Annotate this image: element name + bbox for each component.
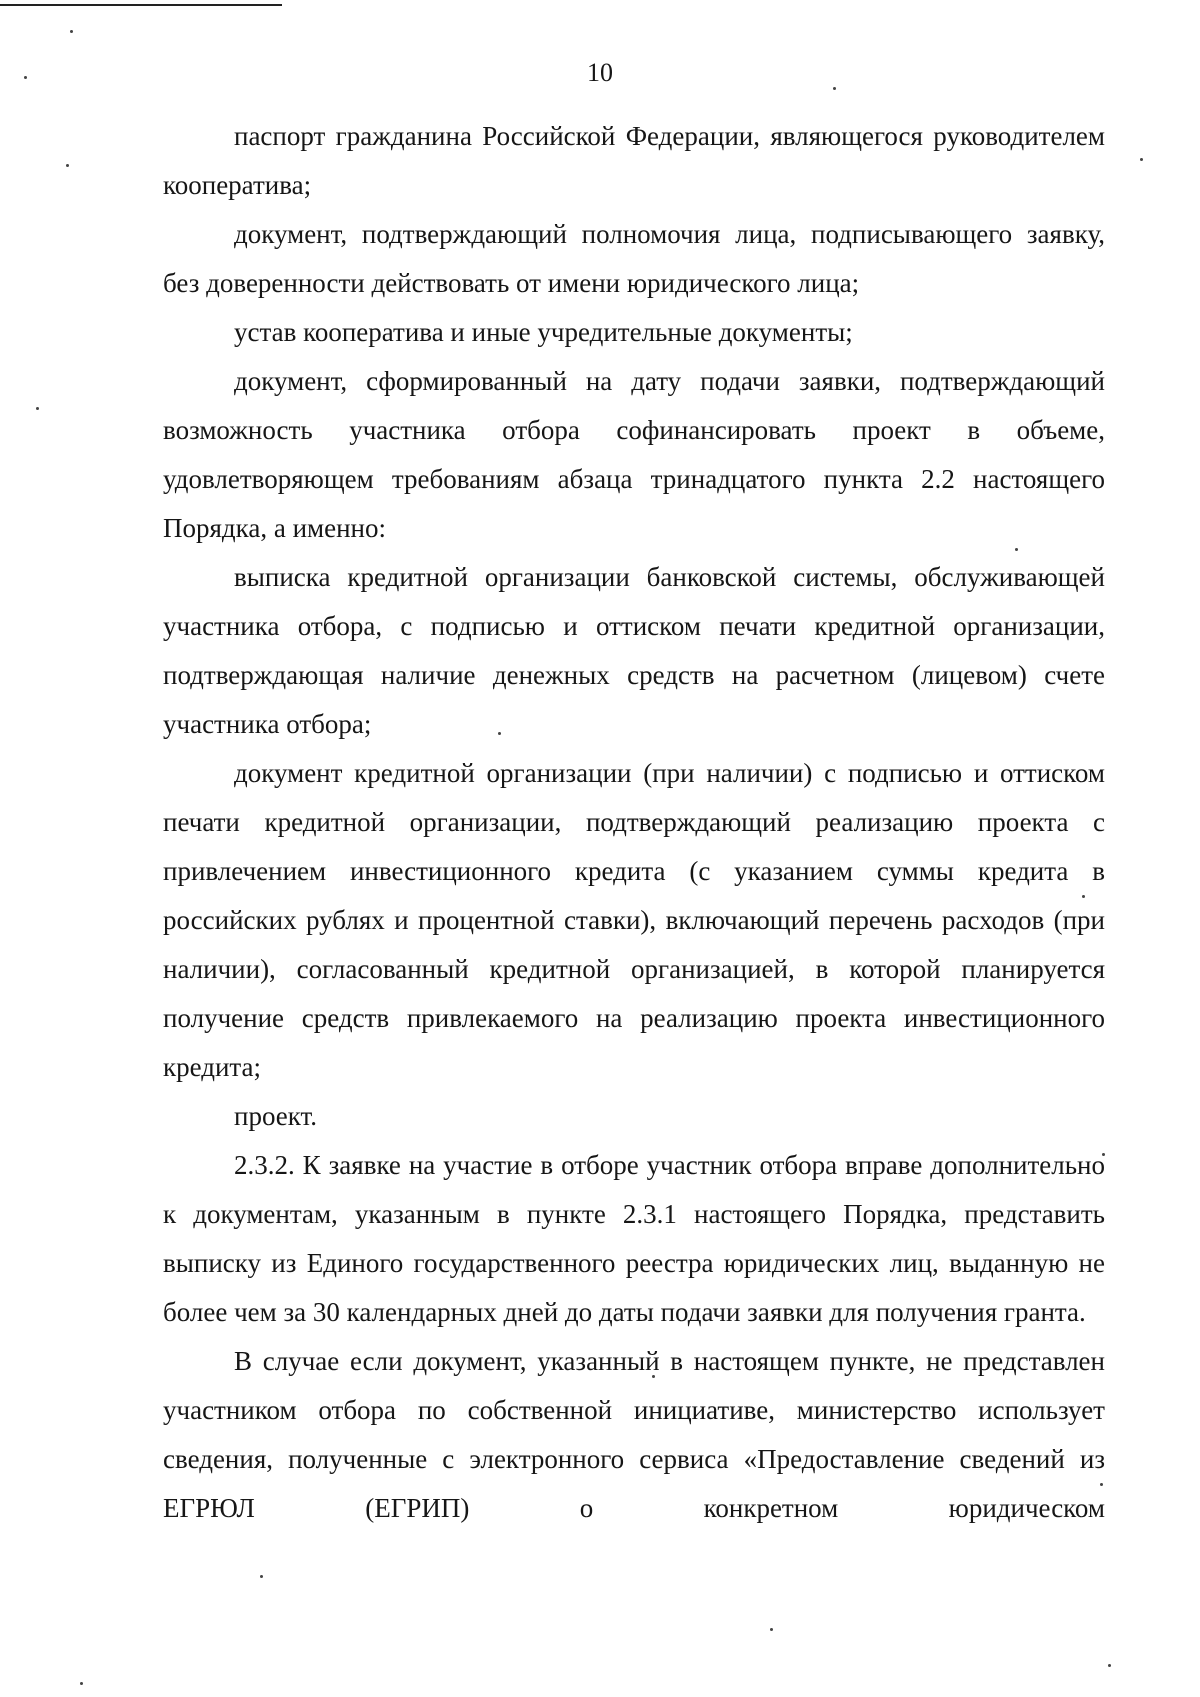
- paragraph-charter: устав кооператива и иные учредительные документы;: [234, 317, 853, 347]
- paragraph-credit-document: документ кредитной организации (при наличии) с подписью и оттиском печати кредитной организации, подтверждающий реализацию проекта с привлечением инвестиционного кредита (с указанием суммы кредита в российских рублях и процентной ставки), включающий перечень расходов (при наличии), согласованный кредитной организацией, в которой планируется получение средств привлекаемого на реализацию проекта инвестиционного кредита;: [163, 758, 1105, 1082]
- paragraph-section-2-3-2: 2.3.2. К заявке на участие в отборе участник отбора вправе дополнительно к документам, указанным в пункте 2.3.1 настоящего Порядка, представить выписку из Единого государственного реестра юридических лиц, выданную не более чем за 30 календарных дней до даты подачи заявки для получения гранта.: [163, 1150, 1105, 1327]
- paragraph-bank-statement: выписка кредитной организации банковской системы, обслуживающей участника отбора, с подписью и оттиском печати кредитной организации, подтверждающая наличие денежных средств на расчетном (лицевом) счете участника отбора;: [163, 562, 1105, 739]
- scan-speck: [1108, 1664, 1111, 1667]
- scan-speck: [770, 1628, 773, 1631]
- scan-speck: [70, 30, 73, 33]
- paragraph-cofinancing-document: документ, сформированный на дату подачи заявки, подтверждающий возможность участника отбора софинансировать проект в объеме, удовлетворяющем требованиям абзаца тринадцатого пункта 2.2 настоящего Порядка, а именно:: [163, 366, 1105, 543]
- scan-speck: [260, 1575, 263, 1578]
- scan-speck: [36, 407, 39, 410]
- document-body: [163, 112, 1105, 1533]
- scan-speck: [1140, 158, 1143, 161]
- paragraph-passport: паспорт гражданина Российской Федерации, являющегося руководителем кооператива;: [163, 121, 1105, 200]
- scan-speck: [80, 1682, 83, 1685]
- page-number: 10: [587, 58, 613, 87]
- scan-edge-line: [0, 4, 282, 6]
- paragraph-project: проект.: [234, 1101, 318, 1131]
- paragraph-egrul-request: В случае если документ, указанный в настоящем пункте, не представлен участником отбора по собственной инициативе, министерство использует сведения, полученные с электронного сервиса «Предоставление сведений из ЕГРЮЛ (ЕГРИП) о конкретном юридическом: [163, 1346, 1105, 1523]
- paragraph-authority-document: документ, подтверждающий полномочия лица, подписывающего заявку, без доверенности действовать от имени юридического лица;: [163, 219, 1105, 298]
- scan-speck: [66, 164, 69, 167]
